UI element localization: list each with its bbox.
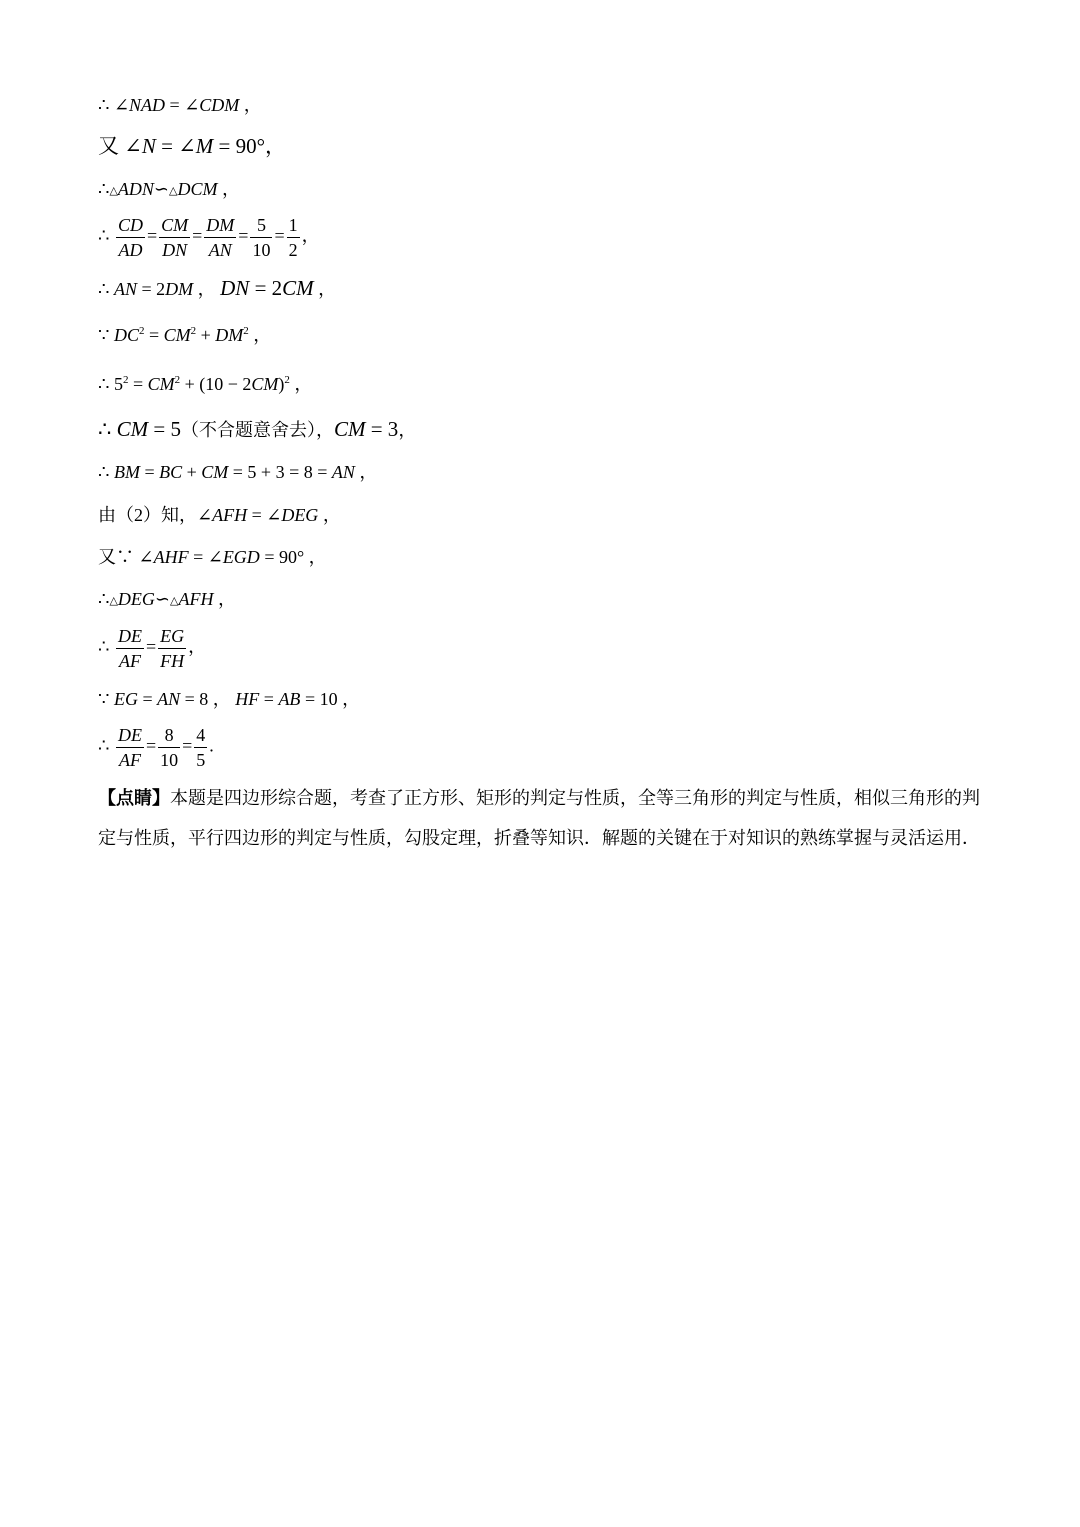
math-op: = <box>165 95 185 115</box>
remark-text: （不合题意舍去）， <box>180 420 334 440</box>
math-term: DEG <box>117 589 155 609</box>
math-op: = <box>188 547 208 567</box>
math-term: AN <box>331 462 355 482</box>
math-op: = <box>139 462 160 482</box>
triangle-icon: △ <box>170 595 179 607</box>
triangle-icon: △ <box>109 185 118 197</box>
therefore-symbol: ∴ <box>98 179 110 199</box>
math-term: DM <box>165 279 194 299</box>
math-term: ∠EGD <box>207 547 260 567</box>
exponent: 2 <box>243 325 249 337</box>
similar-symbol: ∽ <box>153 179 170 199</box>
math-op: = <box>247 505 267 525</box>
solution-line-15 <box>98 723 214 772</box>
fraction: $\frac{1}{2}$ <box>288 215 298 260</box>
solution-line-11 <box>98 546 327 568</box>
therefore-symbol: ∴ <box>98 95 114 115</box>
math-op: 又 <box>98 134 125 158</box>
math-op: ， <box>188 636 207 657</box>
solution-line-4 <box>98 213 320 262</box>
math-op: ) <box>278 374 285 394</box>
math-op: ， <box>239 95 262 115</box>
math-term: CM <box>333 417 366 441</box>
math-term: CM <box>251 374 279 394</box>
math-op: ， <box>248 325 272 345</box>
math-term: ADN <box>117 179 154 199</box>
solution-line-5 <box>98 277 336 300</box>
math-op: = <box>128 374 148 394</box>
math-term: ∠NAD <box>113 95 166 115</box>
solution-line-2 <box>98 135 286 157</box>
solution-line-3 <box>98 178 240 202</box>
math-term: BC <box>159 462 183 482</box>
note-label: 【点睛】 <box>98 788 170 808</box>
exponent: 2 <box>174 374 181 386</box>
solution-line-7 <box>98 369 312 395</box>
fraction: $\frac{DM}{AN}$ <box>206 215 235 260</box>
math-op: = 90° ， <box>259 547 327 567</box>
math-term: BM <box>113 462 140 482</box>
math-op: + <box>196 325 216 345</box>
fraction: $\frac{DE}{AF}$ <box>117 626 142 671</box>
math-op: + (10 − 2 <box>180 374 252 394</box>
math-term: ∠AFH <box>197 505 248 525</box>
therefore-symbol: ∴ <box>98 462 114 482</box>
math-term: CM <box>147 374 175 394</box>
solution-line-8 <box>98 418 416 441</box>
math-op: ， <box>301 225 320 246</box>
math-op: = <box>137 689 158 709</box>
math-term: HF <box>235 689 260 709</box>
math-term: CM <box>201 462 229 482</box>
key-point-note <box>98 778 988 858</box>
fraction: $\frac{4}{5}$ <box>196 725 206 770</box>
math-op: ， <box>354 462 378 482</box>
exponent: 2 <box>138 325 145 337</box>
solution-line-13 <box>98 624 206 673</box>
therefore-symbol: ∴ 5 <box>98 374 123 394</box>
math-term: AFH <box>178 589 214 609</box>
solution-line-1 <box>98 94 262 116</box>
math-op: = 5 <box>148 417 181 441</box>
solution-line-10 <box>98 504 341 526</box>
fraction: $\frac{EG}{FH}$ <box>160 626 185 671</box>
math-op: 由（2）知， <box>98 505 197 525</box>
math-term: AN <box>157 689 181 709</box>
equals: = <box>274 225 285 246</box>
equals: = <box>145 636 157 657</box>
math-op: = 3 <box>365 417 399 441</box>
therefore-symbol: ∴ <box>98 589 110 609</box>
note-text: 本题是四边形综合题，考查了正方形、矩形的判定与性质，全等三角形的判定与性质，相似三角形的判定与性质，平行四边形的判定与性质，勾股定理，折叠等知识．解题的关键在于对知识的熟练掌握与灵活运用． <box>98 788 980 848</box>
fraction: $\frac{CD}{AD}$ <box>117 215 143 260</box>
math-op: = 2 <box>249 276 283 300</box>
triangle-icon: △ <box>109 595 118 607</box>
exponent: 2 <box>190 325 197 337</box>
equals: = <box>192 225 203 246</box>
because-symbol: 又∵ <box>98 547 139 567</box>
math-op: ， <box>213 589 236 609</box>
math-term: AN <box>113 279 137 299</box>
math-term: DM <box>215 325 244 345</box>
therefore-symbol: ∴ <box>98 636 110 657</box>
solution-line-6 <box>98 320 271 346</box>
fraction: $\frac{8}{10}$ <box>160 725 179 770</box>
equals: = <box>182 735 193 756</box>
triangle-icon: △ <box>169 185 178 197</box>
math-term: CM <box>282 276 314 300</box>
math-term: CM <box>163 325 191 345</box>
exponent: 2 <box>122 374 129 386</box>
math-term: ∠N <box>124 134 156 158</box>
solution-line-14 <box>98 688 360 710</box>
math-op: = <box>144 325 164 345</box>
therefore-symbol: ∴ <box>98 417 117 441</box>
math-op: + <box>182 462 202 482</box>
therefore-symbol: ∴ <box>98 225 110 246</box>
math-op: = <box>259 689 279 709</box>
math-op: ， <box>193 279 221 299</box>
math-op: ， <box>289 374 313 394</box>
fraction: $\frac{5}{10}$ <box>252 215 271 260</box>
therefore-symbol: ∴ <box>98 735 110 756</box>
math-op: ， <box>398 420 417 440</box>
math-term: ∠M <box>178 134 214 158</box>
math-op: = 2 <box>136 279 166 299</box>
math-term: ∠AHF <box>138 547 189 567</box>
math-term: ∠CDM <box>184 95 240 115</box>
math-op: = 90°， <box>213 134 287 158</box>
math-op: . <box>209 735 214 756</box>
fraction: $\frac{DE}{AF}$ <box>117 725 142 770</box>
math-term: AB <box>278 689 301 709</box>
math-term: DN <box>220 276 250 300</box>
because-symbol: ∵ <box>98 689 114 709</box>
math-op: = 5 + 3 = 8 = <box>228 462 332 482</box>
math-op: = 8 ， <box>180 689 236 709</box>
therefore-symbol: ∴ <box>98 279 114 299</box>
math-term: EG <box>113 689 138 709</box>
fraction: $\frac{CM}{DN}$ <box>161 215 189 260</box>
math-term: ∠DEG <box>266 505 319 525</box>
solution-line-12 <box>98 588 236 612</box>
math-term: DC <box>113 325 139 345</box>
math-op: = 10 ， <box>300 689 361 709</box>
math-op: ， <box>217 179 240 199</box>
similar-symbol: ∽ <box>154 589 171 609</box>
equals: = <box>146 225 158 246</box>
exponent: 2 <box>284 374 290 386</box>
equals: = <box>238 225 249 246</box>
math-term: DCM <box>177 179 218 199</box>
math-op: ， <box>318 505 341 525</box>
math-term: CM <box>116 417 149 441</box>
math-op: ， <box>313 279 337 299</box>
math-op: = <box>155 134 179 158</box>
equals: = <box>145 735 157 756</box>
solution-line-9 <box>98 461 377 483</box>
because-symbol: ∵ <box>98 325 114 345</box>
